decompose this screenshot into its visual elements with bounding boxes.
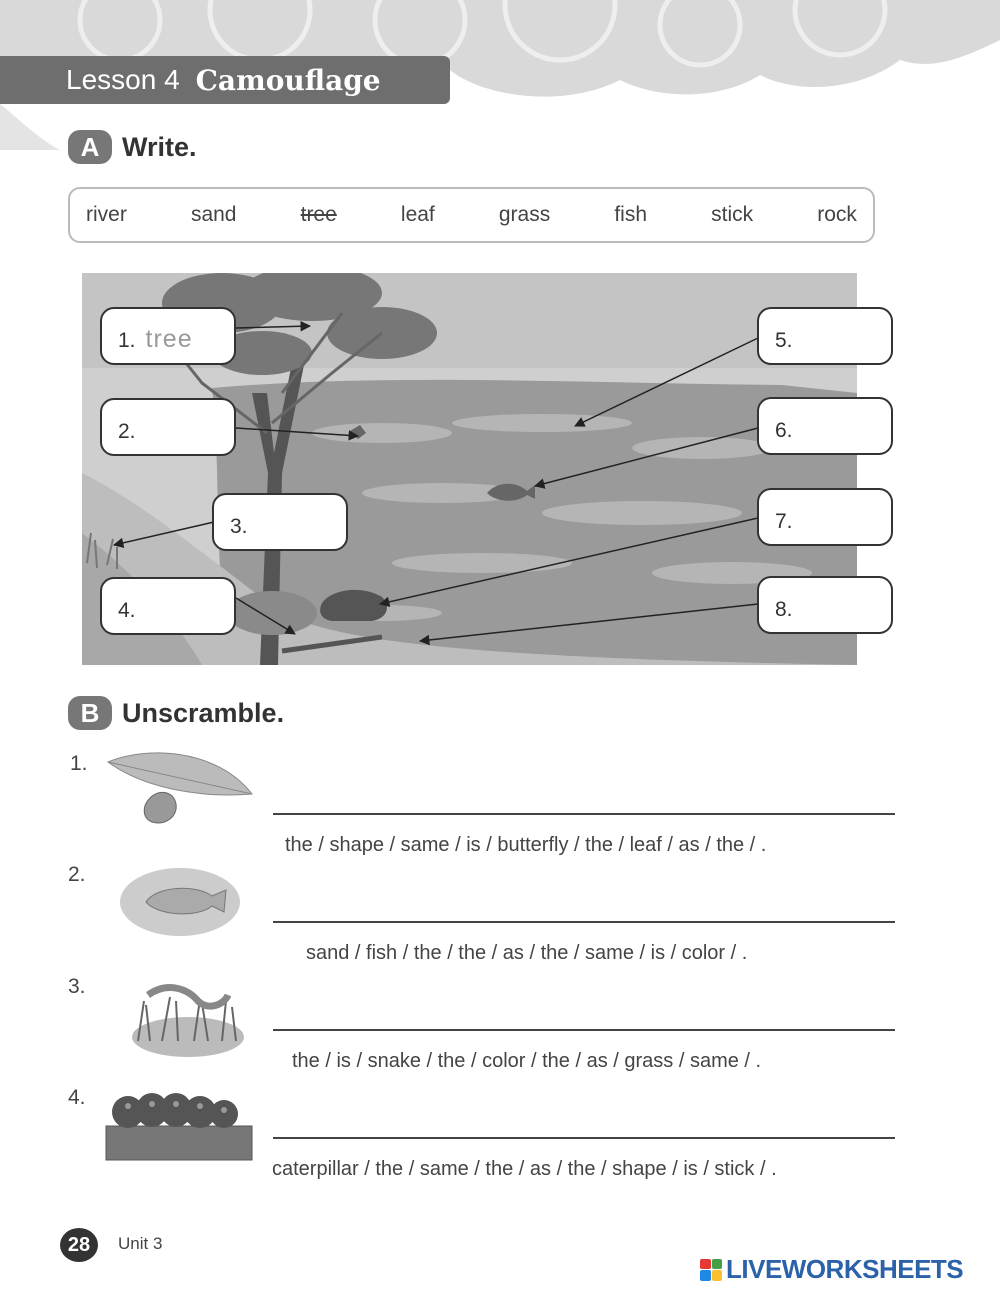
scrambled-sentence: sand / fish / the / the / as / the / same / is / color / . bbox=[306, 942, 748, 964]
label-number: 8. bbox=[775, 598, 793, 621]
word-bank-item: leaf bbox=[400, 203, 435, 226]
word-bank-item: fish bbox=[614, 203, 648, 226]
section-b-heading bbox=[68, 696, 284, 730]
unit-label: Unit 3 bbox=[118, 1234, 163, 1253]
liveworksheets-logo-icon bbox=[700, 1259, 722, 1281]
label-box-8[interactable] bbox=[757, 576, 893, 634]
lesson-title: Camouflage bbox=[195, 63, 381, 97]
item-number: 4. bbox=[68, 1086, 86, 1109]
section-b-title: Unscramble. bbox=[122, 697, 285, 728]
label-number: 1. bbox=[118, 329, 136, 352]
section-a-title: Write. bbox=[122, 131, 197, 162]
item-number: 3. bbox=[68, 975, 86, 998]
word-bank bbox=[68, 187, 875, 243]
page-number-badge: 28 bbox=[60, 1228, 98, 1262]
fish-on-sand-picture bbox=[116, 862, 246, 942]
watermark-text: LIVEWORKSHEETS bbox=[726, 1254, 964, 1284]
label-box-6[interactable] bbox=[757, 397, 893, 455]
label-number: 5. bbox=[775, 329, 793, 352]
label-number: 6. bbox=[775, 419, 793, 442]
item-number: 1. bbox=[70, 752, 88, 775]
label-answer: tree bbox=[145, 325, 193, 353]
section-b-badge: B bbox=[68, 696, 112, 730]
label-number: 7. bbox=[775, 510, 793, 533]
label-box-5[interactable] bbox=[757, 307, 893, 365]
item-number: 2. bbox=[68, 863, 86, 886]
word-bank-item: rock bbox=[817, 203, 857, 226]
lesson-banner bbox=[0, 56, 450, 104]
label-box-4[interactable] bbox=[100, 577, 236, 635]
caterpillar-on-stick-picture bbox=[104, 1088, 254, 1164]
snake-in-grass-picture bbox=[128, 975, 248, 1060]
word-bank-item: grass bbox=[498, 203, 551, 226]
word-bank-item-used: tree bbox=[300, 203, 337, 226]
word-bank-item: stick bbox=[711, 203, 754, 226]
label-number: 3. bbox=[230, 515, 248, 538]
label-number: 4. bbox=[118, 599, 136, 622]
answer-line-1[interactable] bbox=[273, 813, 895, 815]
lesson-label: Lesson 4 bbox=[66, 64, 180, 95]
scrambled-sentence: the / is / snake / the / color / the / as / grass / same / . bbox=[292, 1050, 762, 1072]
scrambled-sentence: the / shape / same / is / butterfly / the / leaf / as / the / . bbox=[285, 834, 767, 856]
scrambled-sentence: caterpillar / the / same / the / as / the / shape / is / stick / . bbox=[272, 1158, 777, 1180]
section-a-badge: A bbox=[68, 130, 112, 164]
label-box-1[interactable] bbox=[100, 307, 236, 365]
label-box-3[interactable] bbox=[212, 493, 348, 551]
answer-line-3[interactable] bbox=[273, 1029, 895, 1031]
liveworksheets-watermark bbox=[700, 1254, 963, 1285]
answer-line-2[interactable] bbox=[273, 921, 895, 923]
answer-line-4[interactable] bbox=[273, 1137, 895, 1139]
word-bank-item: river bbox=[86, 203, 127, 226]
label-box-7[interactable] bbox=[757, 488, 893, 546]
section-a-heading bbox=[68, 130, 197, 164]
butterfly-on-leaf-picture bbox=[106, 750, 256, 830]
word-bank-item: sand bbox=[190, 203, 237, 226]
label-box-2[interactable] bbox=[100, 398, 236, 456]
label-number: 2. bbox=[118, 420, 136, 443]
